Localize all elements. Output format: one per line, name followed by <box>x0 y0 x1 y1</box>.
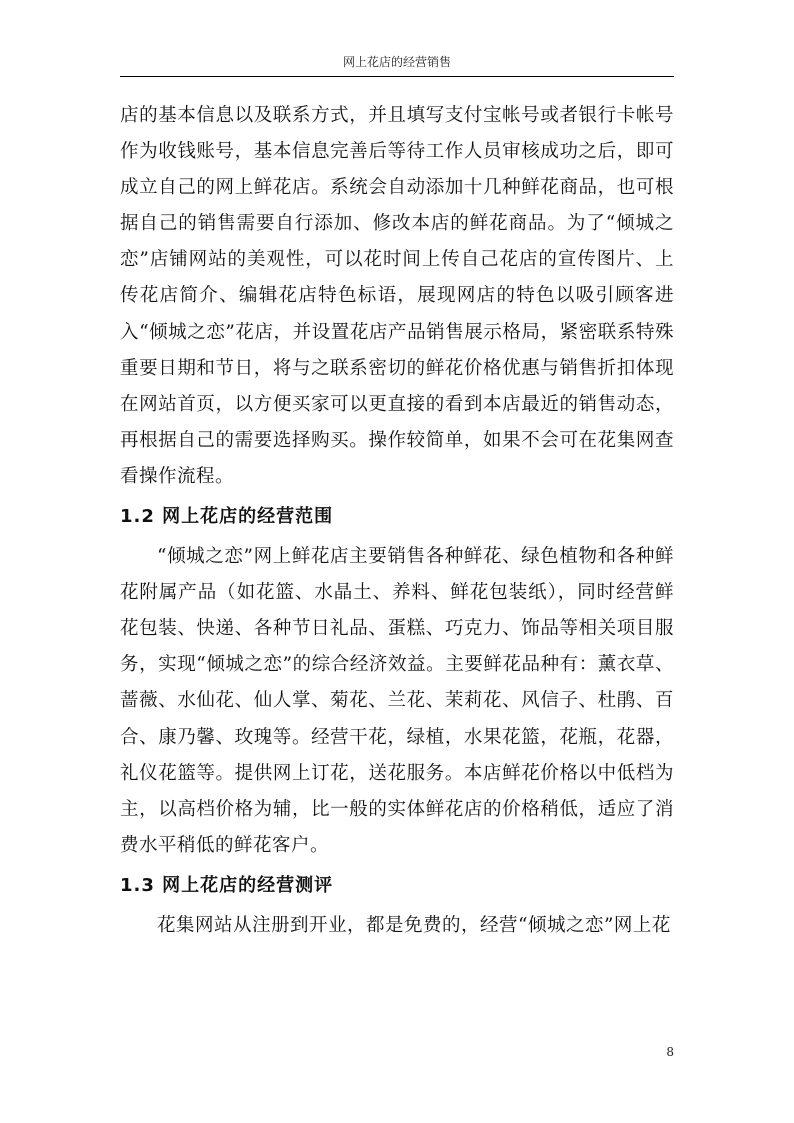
section-heading-evaluation: 1.3 网上花店的经营测评 <box>120 874 334 896</box>
document-body <box>120 98 674 944</box>
section-heading-scope: 1.2 网上花店的经营范围 <box>120 506 334 528</box>
page-number: 8 <box>666 1045 674 1059</box>
paragraph-scope: “倾城之恋”网上鲜花店主要销售各种鲜花、绿色植物和各种鲜花附属产品（如花篮、水晶土、养料、鲜花包装纸），同时经营鲜花包装、快递、各种节日礼品、蛋糕、巧克力、饰品等相关项目服务，实现“倾城之恋”的综合经济效益。主要鲜花品种有：薰衣草、蔷薇、水仙花、仙人掌、菊花、兰花、茉莉花、风信子、杜鹃、百合、康乃馨、玫瑰等。经营干花，绿植，水果花篮，花瓶，花器，礼仪花篮等。提供网上订花，送花服务。本店鲜花价格以中低档为主，以高档价格为辅，比一般的实体鲜花店的价格稍低，适应了消费水平稍低的鲜花客户。 <box>120 546 674 856</box>
paragraph-continued: 店的基本信息以及联系方式，并且填写支付宝帐号或者银行卡帐号作为收钱账号，基本信息完善后等待工作人员审核成功之后，即可成立自己的网上鲜花店。系统会自动添加十几种鲜花商品，也可根据自己的销售需要自行添加、修改本店的鲜花商品。为了“倾城之恋”店铺网站的美观性，可以花时间上传自己花店的宣传图片、上传花店简介、编辑花店特色标语，展现网店的特色以吸引顾客进入“倾城之恋”花店，并设置花店产品销售展示格局，紧密联系特殊重要日期和节日，将与之联系密切的鲜花价格优惠与销售折扣体现在网站首页，以方便买家可以更直接的看到本店最近的销售动态，再根据自己的需要选择购买。操作较简单，如果不会可在花集网查看操作流程。 <box>120 105 674 487</box>
page-header <box>120 50 674 77</box>
header-title: 网上花店的经营销售 <box>342 55 451 69</box>
paragraph-evaluation: 花集网站从注册到开业，都是免费的，经营“倾城之恋”网上花 <box>157 914 671 936</box>
